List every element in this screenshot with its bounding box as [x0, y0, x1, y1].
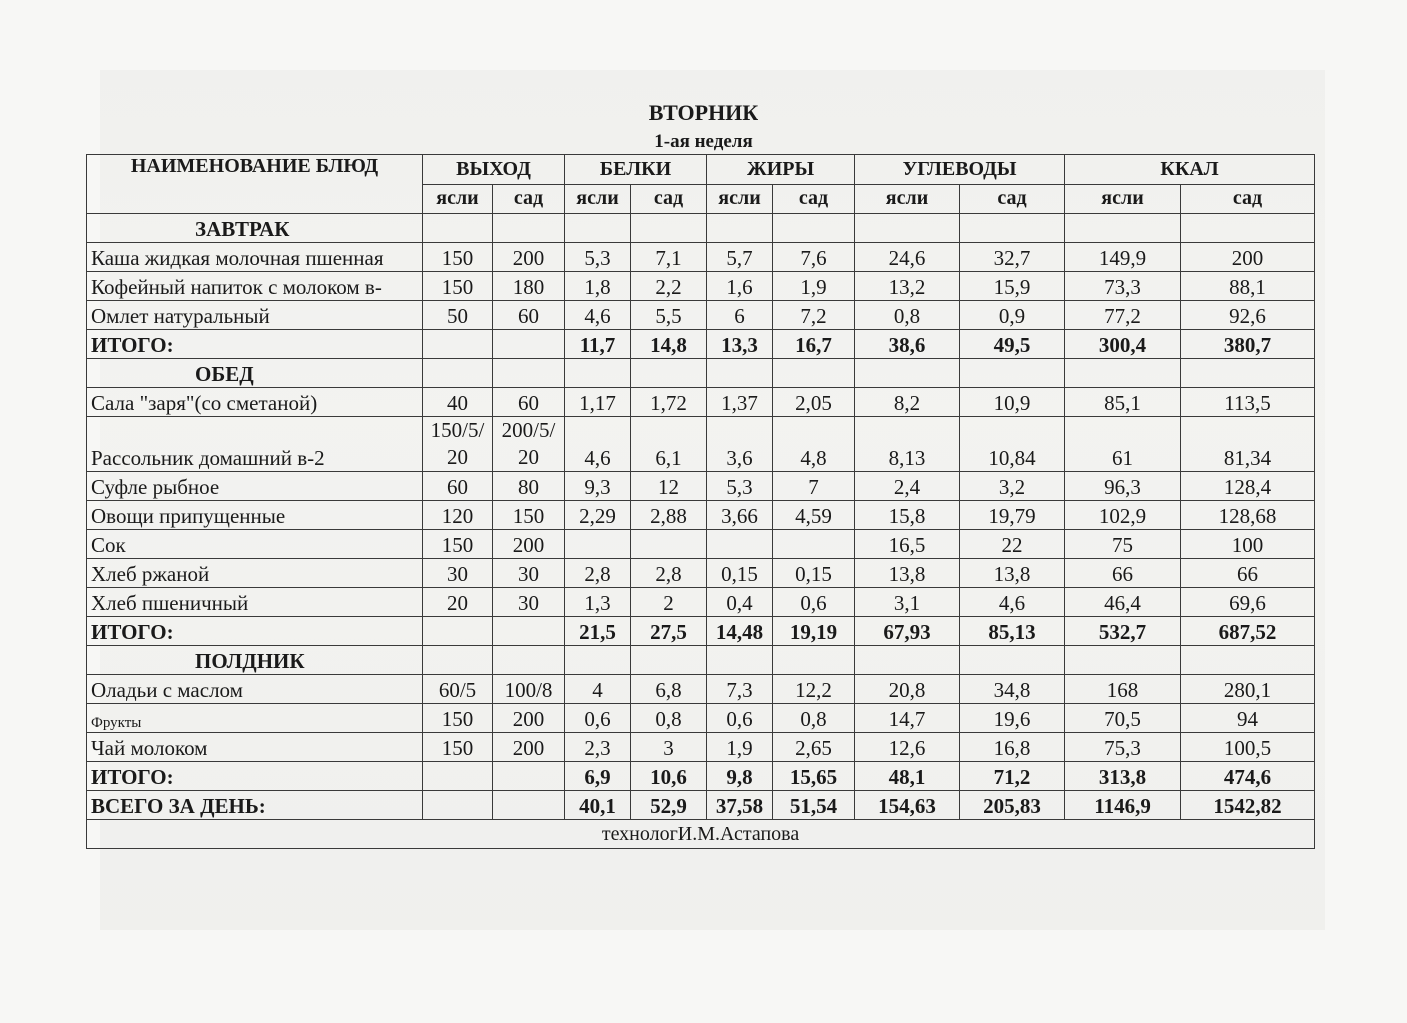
value-cell: 14,7 [855, 704, 960, 733]
value-cell [1181, 214, 1315, 243]
table-row [87, 559, 1315, 588]
value-cell: 102,9 [1065, 501, 1181, 530]
value-cell: 0,6 [565, 704, 631, 733]
table-row [87, 530, 1315, 559]
value-cell: 1,9 [773, 272, 855, 301]
value-cell: 75,3 [1065, 733, 1181, 762]
value-cell: 9,3 [565, 472, 631, 501]
dish-name: ИТОГО: [87, 617, 423, 646]
value-cell: 52,9 [631, 791, 707, 820]
dish-name: ИТОГО: [87, 330, 423, 359]
table-row [87, 733, 1315, 762]
table-row [87, 588, 1315, 617]
value-cell [493, 646, 565, 675]
value-cell: 5,3 [565, 243, 631, 272]
table-row [87, 501, 1315, 530]
dish-name: Омлет натуральный [87, 301, 423, 330]
value-cell [855, 359, 960, 388]
value-cell: 16,7 [773, 330, 855, 359]
section-row [87, 214, 1315, 243]
subheader-yasli: ясли [423, 184, 493, 214]
dish-name: Овощи припущенные [87, 501, 423, 530]
value-cell: 16,8 [960, 733, 1065, 762]
col-header-protein: БЕЛКИ [565, 155, 707, 185]
value-cell: 150 [423, 243, 493, 272]
subheader-sad: сад [631, 184, 707, 214]
value-cell: 150 [423, 733, 493, 762]
value-cell: 5,3 [707, 472, 773, 501]
table-row [87, 388, 1315, 417]
table-row [87, 301, 1315, 330]
value-cell: 5,7 [707, 243, 773, 272]
value-cell: 12 [631, 472, 707, 501]
value-cell [707, 530, 773, 559]
value-cell: 4 [565, 675, 631, 704]
value-cell: 46,4 [1065, 588, 1181, 617]
value-cell: 1,8 [565, 272, 631, 301]
value-cell: 8,2 [855, 388, 960, 417]
subheader-yasli: ясли [707, 184, 773, 214]
dish-name: Рассольник домашний в-2 [87, 417, 423, 472]
value-cell: 3 [631, 733, 707, 762]
value-cell: 40 [423, 388, 493, 417]
value-cell: 2,8 [565, 559, 631, 588]
value-cell: 100 [1181, 530, 1315, 559]
value-cell: 66 [1065, 559, 1181, 588]
value-cell: 92,6 [1181, 301, 1315, 330]
value-cell: 27,5 [631, 617, 707, 646]
value-cell [773, 214, 855, 243]
value-cell: 81,34 [1181, 417, 1315, 472]
col-header-yield: ВЫХОД [423, 155, 565, 185]
value-cell: 149,9 [1065, 243, 1181, 272]
value-cell [423, 617, 493, 646]
value-cell [773, 646, 855, 675]
dish-name: ИТОГО: [87, 762, 423, 791]
value-cell: 200 [493, 733, 565, 762]
subheader-sad: сад [1181, 184, 1315, 214]
value-cell: 20 [423, 588, 493, 617]
value-cell: 11,7 [565, 330, 631, 359]
value-cell: 0,8 [855, 301, 960, 330]
total-row [87, 330, 1315, 359]
value-cell: 9,8 [707, 762, 773, 791]
value-cell: 168 [1065, 675, 1181, 704]
value-cell [1065, 359, 1181, 388]
value-cell: 30 [493, 559, 565, 588]
value-cell: 5,5 [631, 301, 707, 330]
section-row [87, 646, 1315, 675]
value-cell: 2,3 [565, 733, 631, 762]
value-cell: 0,6 [773, 588, 855, 617]
value-cell: 2 [631, 588, 707, 617]
value-cell: 40,1 [565, 791, 631, 820]
value-cell: 205,83 [960, 791, 1065, 820]
value-cell [1181, 646, 1315, 675]
value-cell [960, 359, 1065, 388]
value-cell: 13,8 [855, 559, 960, 588]
value-cell: 80 [493, 472, 565, 501]
value-cell: 100/8 [493, 675, 565, 704]
value-cell: 24,6 [855, 243, 960, 272]
total-row [87, 617, 1315, 646]
dish-name: ВСЕГО ЗА ДЕНЬ: [87, 791, 423, 820]
value-cell: 6,9 [565, 762, 631, 791]
value-cell: 100,5 [1181, 733, 1315, 762]
value-cell: 2,05 [773, 388, 855, 417]
subheader-sad: сад [773, 184, 855, 214]
value-cell: 200 [1181, 243, 1315, 272]
value-cell [855, 646, 960, 675]
value-cell [565, 359, 631, 388]
value-cell: 70,5 [1065, 704, 1181, 733]
value-cell: 69,6 [1181, 588, 1315, 617]
value-cell: 380,7 [1181, 330, 1315, 359]
value-cell: 6,8 [631, 675, 707, 704]
value-cell: 280,1 [1181, 675, 1315, 704]
value-cell: 120 [423, 501, 493, 530]
value-cell [960, 214, 1065, 243]
value-cell: 0,8 [773, 704, 855, 733]
value-cell: 4,6 [565, 417, 631, 472]
value-cell: 85,13 [960, 617, 1065, 646]
subheader-sad: сад [960, 184, 1065, 214]
value-cell: 150 [423, 704, 493, 733]
value-cell: 14,48 [707, 617, 773, 646]
table-row [87, 243, 1315, 272]
value-cell [960, 646, 1065, 675]
value-cell: 113,5 [1181, 388, 1315, 417]
value-cell: 4,8 [773, 417, 855, 472]
dish-name: Оладьи с маслом [87, 675, 423, 704]
value-cell: 49,5 [960, 330, 1065, 359]
value-cell: 60 [493, 301, 565, 330]
value-cell: 128,4 [1181, 472, 1315, 501]
value-cell: 200 [493, 704, 565, 733]
value-cell: 60 [423, 472, 493, 501]
value-cell: 30 [423, 559, 493, 588]
value-cell: 10,84 [960, 417, 1065, 472]
value-cell [493, 762, 565, 791]
value-cell [631, 646, 707, 675]
value-cell: 532,7 [1065, 617, 1181, 646]
value-cell: 200 [493, 530, 565, 559]
value-cell: 12,6 [855, 733, 960, 762]
value-cell: 3,1 [855, 588, 960, 617]
dish-name: Суфле рыбное [87, 472, 423, 501]
value-cell: 3,66 [707, 501, 773, 530]
value-cell: 21,5 [565, 617, 631, 646]
value-cell: 13,3 [707, 330, 773, 359]
value-cell: 313,8 [1065, 762, 1181, 791]
value-cell: 67,93 [855, 617, 960, 646]
value-cell: 20,8 [855, 675, 960, 704]
value-cell [565, 530, 631, 559]
value-cell: 15,9 [960, 272, 1065, 301]
value-cell: 85,1 [1065, 388, 1181, 417]
value-cell: 0,4 [707, 588, 773, 617]
value-cell: 6 [707, 301, 773, 330]
value-cell: 73,3 [1065, 272, 1181, 301]
value-cell: 474,6 [1181, 762, 1315, 791]
subheader-yasli: ясли [855, 184, 960, 214]
value-cell: 2,65 [773, 733, 855, 762]
value-cell: 0,15 [707, 559, 773, 588]
value-cell: 3,6 [707, 417, 773, 472]
value-cell: 2,88 [631, 501, 707, 530]
menu-table [86, 154, 1315, 849]
value-cell: 22 [960, 530, 1065, 559]
value-cell: 2,2 [631, 272, 707, 301]
dish-name: Каша жидкая молочная пшенная [87, 243, 423, 272]
value-cell: 15,65 [773, 762, 855, 791]
value-cell: 1146,9 [1065, 791, 1181, 820]
col-header-carbs: УГЛЕВОДЫ [855, 155, 1065, 185]
value-cell: 10,9 [960, 388, 1065, 417]
col-header-name: НАИМЕНОВАНИЕ БЛЮД [87, 155, 423, 214]
value-cell: 14,8 [631, 330, 707, 359]
value-cell: 60/5 [423, 675, 493, 704]
value-cell: 1,37 [707, 388, 773, 417]
table-row [87, 704, 1315, 733]
value-cell [493, 359, 565, 388]
value-cell: 12,2 [773, 675, 855, 704]
value-cell: 15,8 [855, 501, 960, 530]
value-cell: 16,5 [855, 530, 960, 559]
value-cell: 300,4 [1065, 330, 1181, 359]
footer-row [87, 820, 1315, 849]
value-cell: 37,58 [707, 791, 773, 820]
value-cell: 19,79 [960, 501, 1065, 530]
value-cell: 94 [1181, 704, 1315, 733]
table-row [87, 417, 1315, 472]
value-cell [565, 214, 631, 243]
table-row [87, 675, 1315, 704]
value-cell: 61 [1065, 417, 1181, 472]
value-cell: 0,8 [631, 704, 707, 733]
value-cell: 32,7 [960, 243, 1065, 272]
section-title: ЗАВТРАК [87, 214, 423, 243]
page-title: ВТОРНИК [648, 100, 759, 125]
value-cell: 200 [493, 243, 565, 272]
value-cell: 0,6 [707, 704, 773, 733]
value-cell: 200/5/ 20 [493, 417, 565, 472]
value-cell: 19,6 [960, 704, 1065, 733]
value-cell: 0,9 [960, 301, 1065, 330]
menu-table-body [87, 214, 1315, 820]
total-row [87, 762, 1315, 791]
value-cell: 7,2 [773, 301, 855, 330]
value-cell [707, 359, 773, 388]
value-cell: 10,6 [631, 762, 707, 791]
dish-name: Хлеб ржаной [87, 559, 423, 588]
value-cell [423, 359, 493, 388]
value-cell: 1542,82 [1181, 791, 1315, 820]
value-cell [423, 762, 493, 791]
value-cell: 687,52 [1181, 617, 1315, 646]
value-cell: 1,72 [631, 388, 707, 417]
value-cell [493, 617, 565, 646]
dish-name: Сок [87, 530, 423, 559]
value-cell [631, 530, 707, 559]
value-cell: 180 [493, 272, 565, 301]
value-cell: 88,1 [1181, 272, 1315, 301]
value-cell: 13,8 [960, 559, 1065, 588]
value-cell: 60 [493, 388, 565, 417]
dish-name: Чай молоком [87, 733, 423, 762]
value-cell: 1,3 [565, 588, 631, 617]
value-cell: 19,19 [773, 617, 855, 646]
dish-name: Сала "заря"(со сметаной) [87, 388, 423, 417]
value-cell: 77,2 [1065, 301, 1181, 330]
value-cell [1181, 359, 1315, 388]
dish-name: Кофейный напиток с молоком в- [87, 272, 423, 301]
technologist-signature: технологИ.М.Астапова [87, 820, 1315, 849]
value-cell [773, 359, 855, 388]
value-cell [707, 214, 773, 243]
section-title: ПОЛДНИК [87, 646, 423, 675]
value-cell: 3,2 [960, 472, 1065, 501]
value-cell: 7,6 [773, 243, 855, 272]
value-cell: 150/5/ 20 [423, 417, 493, 472]
value-cell [493, 214, 565, 243]
value-cell [423, 330, 493, 359]
value-cell: 7 [773, 472, 855, 501]
value-cell: 7,3 [707, 675, 773, 704]
value-cell: 66 [1181, 559, 1315, 588]
subheader-yasli: ясли [565, 184, 631, 214]
value-cell [423, 646, 493, 675]
value-cell [773, 530, 855, 559]
value-cell: 71,2 [960, 762, 1065, 791]
value-cell: 154,63 [855, 791, 960, 820]
value-cell [565, 646, 631, 675]
value-cell: 1,9 [707, 733, 773, 762]
dish-name: Фрукты [87, 704, 423, 733]
value-cell: 75 [1065, 530, 1181, 559]
value-cell: 50 [423, 301, 493, 330]
value-cell: 51,54 [773, 791, 855, 820]
value-cell: 1,17 [565, 388, 631, 417]
dish-name: Хлеб пшеничный [87, 588, 423, 617]
page-subtitle: 1-ая неделя [654, 131, 753, 152]
value-cell [631, 214, 707, 243]
value-cell: 150 [423, 530, 493, 559]
subheader-yasli: ясли [1065, 184, 1181, 214]
total-row [87, 791, 1315, 820]
value-cell: 8,13 [855, 417, 960, 472]
value-cell: 7,1 [631, 243, 707, 272]
value-cell: 1,6 [707, 272, 773, 301]
table-row [87, 272, 1315, 301]
value-cell: 2,4 [855, 472, 960, 501]
value-cell: 2,29 [565, 501, 631, 530]
header-row [87, 155, 1315, 185]
value-cell: 6,1 [631, 417, 707, 472]
value-cell: 96,3 [1065, 472, 1181, 501]
value-cell [493, 791, 565, 820]
value-cell: 4,6 [565, 301, 631, 330]
value-cell: 128,68 [1181, 501, 1315, 530]
value-cell [855, 214, 960, 243]
value-cell [423, 214, 493, 243]
value-cell: 13,2 [855, 272, 960, 301]
value-cell: 150 [493, 501, 565, 530]
value-cell: 150 [423, 272, 493, 301]
value-cell [1065, 646, 1181, 675]
value-cell: 4,6 [960, 588, 1065, 617]
col-header-kcal: ККАЛ [1065, 155, 1315, 185]
value-cell: 0,15 [773, 559, 855, 588]
value-cell [423, 791, 493, 820]
value-cell: 34,8 [960, 675, 1065, 704]
table-row [87, 472, 1315, 501]
value-cell: 38,6 [855, 330, 960, 359]
value-cell [631, 359, 707, 388]
subheader-sad: сад [493, 184, 565, 214]
col-header-fat: ЖИРЫ [707, 155, 855, 185]
value-cell: 2,8 [631, 559, 707, 588]
value-cell: 48,1 [855, 762, 960, 791]
value-cell [493, 330, 565, 359]
value-cell [707, 646, 773, 675]
section-title: ОБЕД [87, 359, 423, 388]
section-row [87, 359, 1315, 388]
value-cell: 30 [493, 588, 565, 617]
value-cell [1065, 214, 1181, 243]
value-cell: 4,59 [773, 501, 855, 530]
